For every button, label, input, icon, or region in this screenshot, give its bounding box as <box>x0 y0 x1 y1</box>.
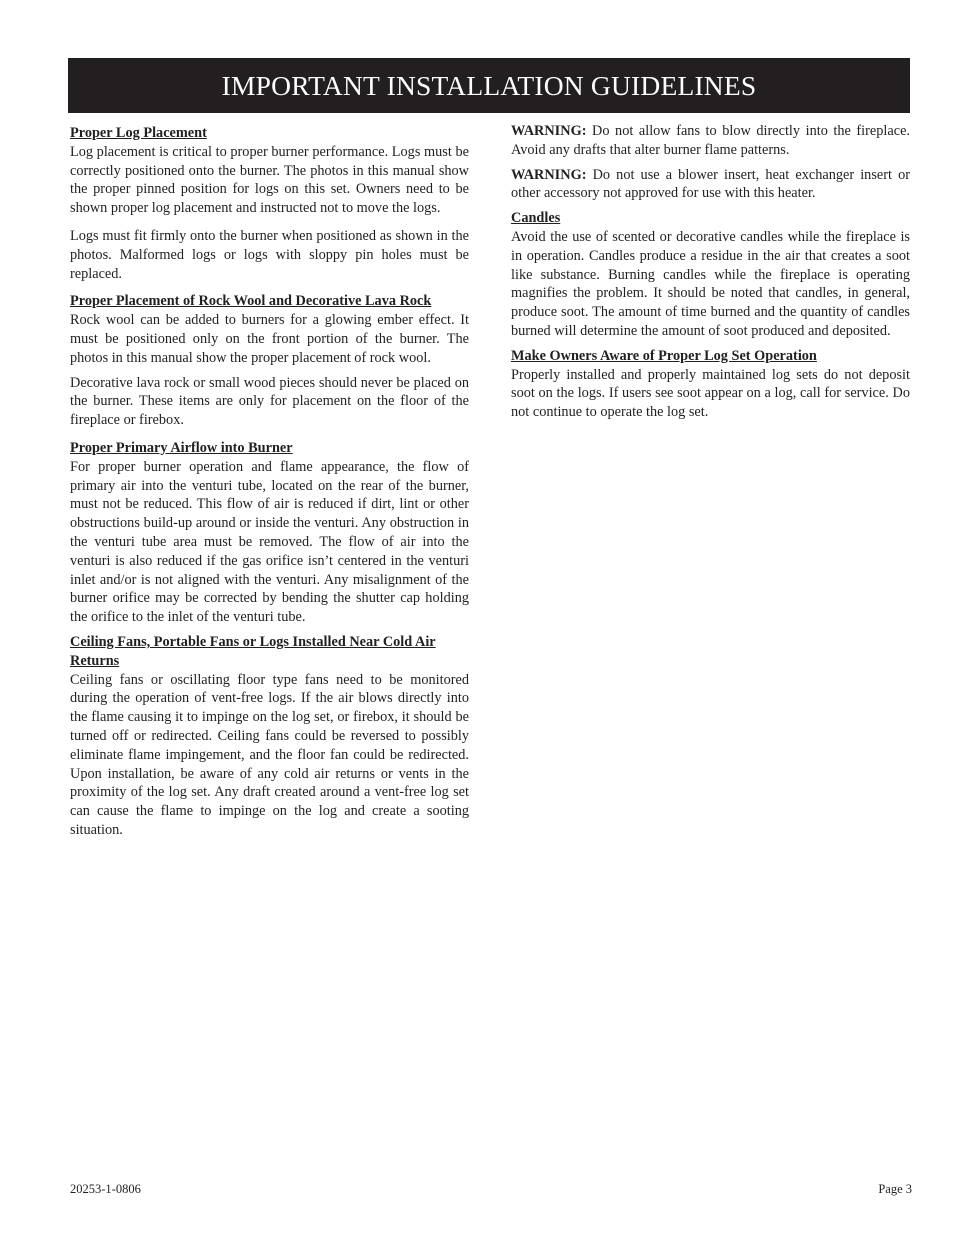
warning-label: WARNING: <box>511 123 587 139</box>
paragraph: Properly installed and properly maintained log sets do not deposit soot on the logs. If users see soot appear on a log, call for service. Do not continue to operate the log set. <box>511 366 910 421</box>
warning-label: WARNING: <box>511 166 587 183</box>
section-heading-candles: Candles <box>511 210 561 227</box>
section-heading-airflow: Proper Primary Airflow into Burner <box>70 439 293 456</box>
page-title: IMPORTANT INSTALLATION GUIDELINES <box>221 69 757 101</box>
section-heading-log-placement: Proper Log Placement <box>70 125 207 141</box>
right-column <box>511 122 910 422</box>
section-heading-fans: Ceiling Fans, Portable Fans or Logs Installed Near Cold Air Returns <box>70 633 436 669</box>
warning-text: Do not allow fans to blow directly into the fireplace. Avoid any drafts that alter burner flame patterns. <box>511 123 910 158</box>
paragraph: Rock wool can be added to burners for a glowing ember effect. It must be positioned only on the front portion of the burner. The photos in this manual show the proper placement of rock wool. <box>70 312 469 366</box>
section-heading-owners: Make Owners Aware of Proper Log Set Operation <box>511 347 817 364</box>
paragraph: For proper burner operation and flame appearance, the flow of primary air into the venturi tube, located on the rear of the burner, must not be reduced. This flow of air is reduced if dirt, lint or other obstructions build-up around or inside the venturi. Any obstruction in the venturi tube area must be removed. The flow of air into the venturi is also reduced if the gas orifice isn’t centered in the venturi inlet and/or is not aligned with the venturi. Any misalignment of the burner orifice may be corrected by bending the shutter cap holding the orifice to the inlet of the venturi tube. <box>70 458 469 626</box>
doc-number: 20253-1-0806 <box>70 1182 141 1196</box>
title-banner <box>68 58 910 113</box>
paragraph: Ceiling fans or oscillating floor type fans need to be monitored during the operation of vent-free logs. If the air blows directly into the flame causing it to impinge on the log set, or firebox, it should be turned off or redirected. Ceiling fans could be reversed to possibly eliminate flame impingement, and the floor fan could be redirected. Upon installation, be aware of any cold air returns or vents in the proximity of the log set. Any draft created around a vent-free log set can cause the flame to impinge on the log and create a sooting situation. <box>70 671 469 838</box>
paragraph: Avoid the use of scented or decorative candles while the fireplace is in operation. Candles produce a residue in the air that creates a soot like substance. Burning candles while the fireplace is operating magnifies the problem. It should be noted that candles, in general, produce soot. The amount of time burned and the quantity of candles burned will determine the amount of soot produced and deposited. <box>511 228 910 339</box>
paragraph: Decorative lava rock or small wood pieces should never be placed on the burner. These items are only for placement on the floor of the fireplace or firebox. <box>70 374 469 429</box>
warning-fans <box>511 122 910 160</box>
left-column <box>70 124 469 840</box>
paragraph: Logs must fit firmly onto the burner when positioned as shown in the photos. Malformed logs or logs with sloppy pin holes must be replaced. <box>70 227 469 282</box>
paragraph: Log placement is critical to proper burner performance. Logs must be correctly positioned onto the burner. The photos in this manual show the proper pinned position for logs on this set. Owners need to be shown proper log placement and instructed not to move the logs. <box>70 143 469 217</box>
section-heading-rock-wool: Proper Placement of Rock Wool and Decorative Lava Rock <box>70 293 432 310</box>
warning-blower <box>511 166 910 204</box>
page-number: Page 3 <box>878 1182 912 1196</box>
warning-text: Do not use a blower insert, heat exchanger insert or other accessory not approved for use with this heater. <box>511 166 910 202</box>
